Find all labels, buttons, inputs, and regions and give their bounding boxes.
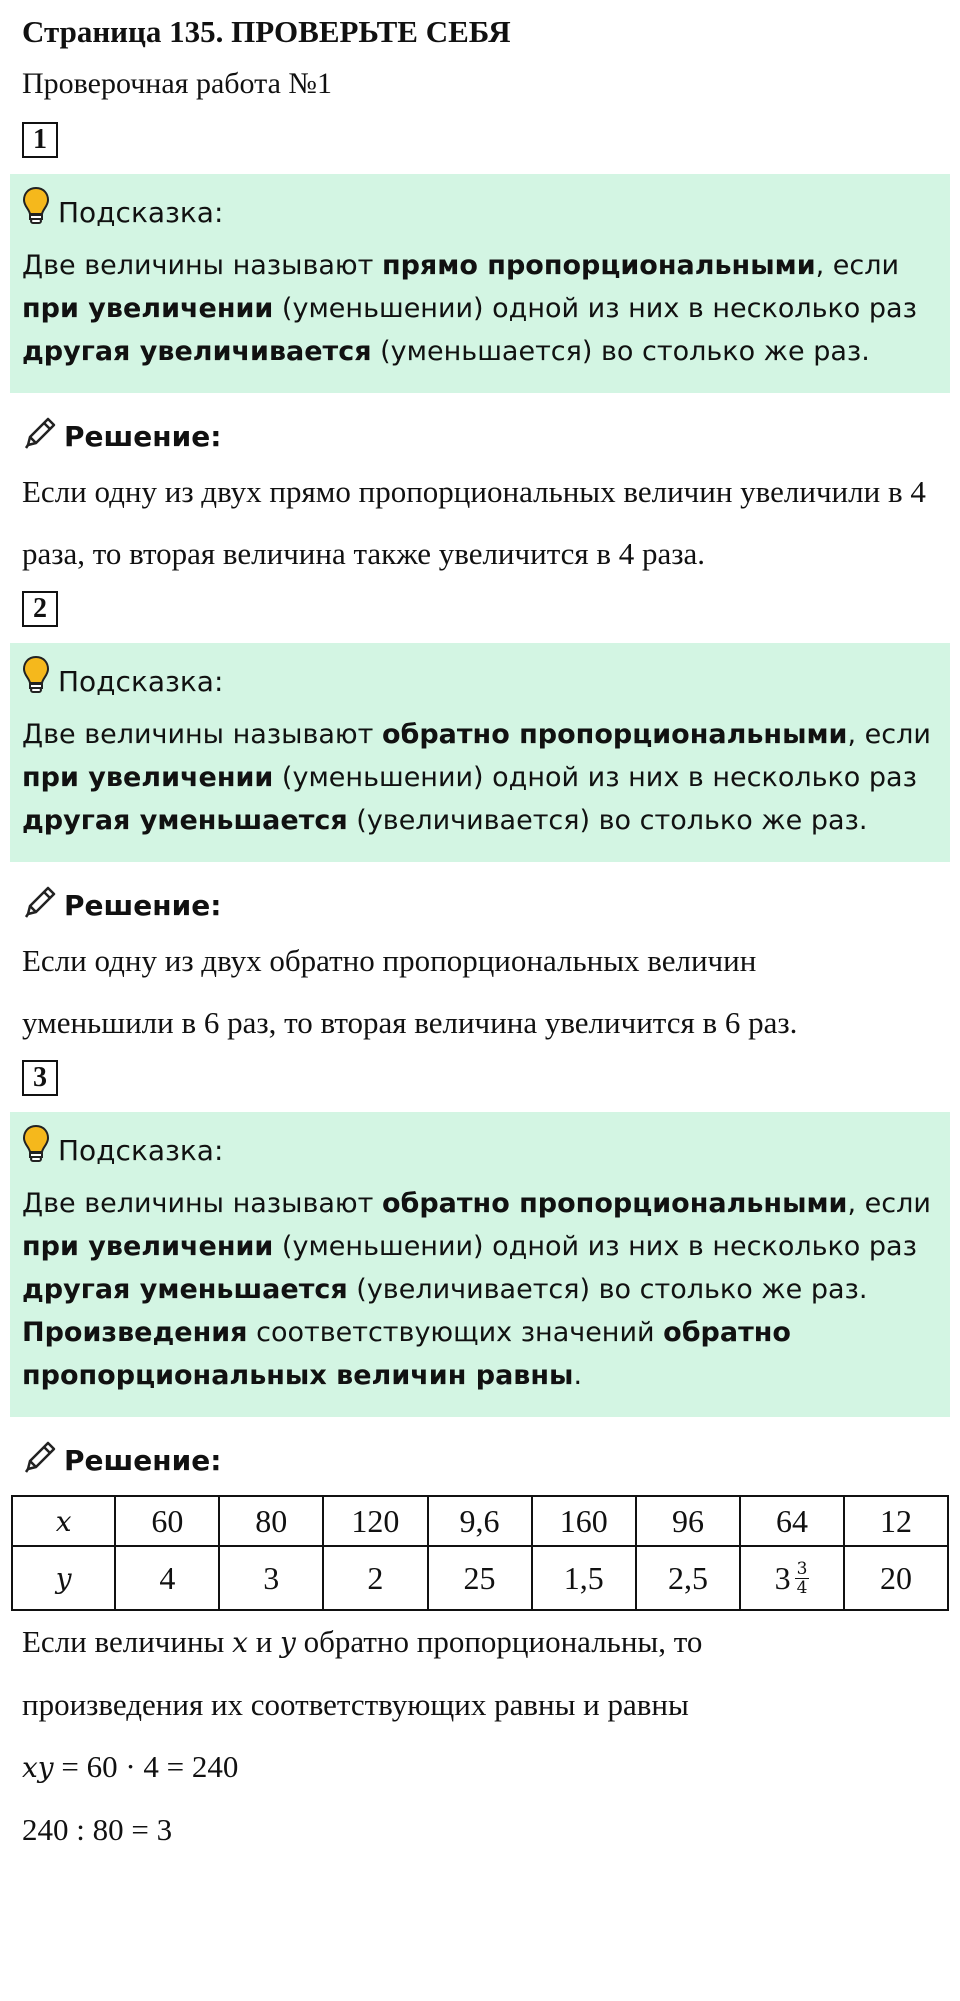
solution-label: Решение:	[64, 419, 222, 453]
solution-line: Если одну из двух обратно пропорциональных величин	[22, 943, 757, 978]
solution-line-part: Если величины	[22, 1624, 233, 1659]
solution-header-3	[22, 1435, 938, 1485]
hint-text-part: (уменьшении) одной из них в несколько раз	[273, 762, 917, 793]
table-cell: 3	[219, 1546, 323, 1610]
table-cell: 4	[115, 1546, 219, 1610]
solution-line-part: обратно пропорциональны, то	[295, 1624, 703, 1659]
solution-equation: 240 : 80 = 3	[22, 1812, 173, 1847]
table-cell: 64	[740, 1496, 844, 1546]
table-cell: 96	[636, 1496, 740, 1546]
hint-text-part: (уменьшении) одной из них в несколько раз	[273, 293, 917, 324]
hint-bold-part: другая уменьшается	[22, 1274, 348, 1305]
hint-text-3	[22, 1182, 938, 1397]
question-number-3: 3	[22, 1060, 58, 1096]
fraction	[795, 1560, 810, 1597]
hint-text-1	[22, 244, 938, 373]
solution-line-part: и	[247, 1624, 281, 1659]
table-header-cell-y: y	[12, 1546, 115, 1610]
pencil-icon	[22, 884, 58, 927]
table-cell: 20	[844, 1546, 948, 1610]
table-cell-mixed-fraction	[740, 1546, 844, 1610]
table-row-x	[12, 1496, 948, 1546]
table-cell: 1,5	[532, 1546, 636, 1610]
pencil-icon	[22, 415, 58, 458]
question-number-1: 1	[22, 122, 58, 158]
hint-bold-part: обратно пропорциональными	[381, 1188, 848, 1219]
page-title: Страница 135. ПРОВЕРЬТЕ СЕБЯ	[22, 14, 511, 49]
solution-line: произведения их соответствующих равны и равны	[22, 1687, 689, 1722]
hint-label: Подсказка:	[58, 1133, 224, 1167]
hint-bold-part: прямо пропорциональными	[381, 250, 816, 281]
mixed-number-whole: 3	[774, 1559, 791, 1596]
solution-text-2	[22, 930, 938, 1054]
question-3-header	[22, 1054, 938, 1112]
hint-bold-part: Произведения	[22, 1317, 248, 1348]
hint-label: Подсказка:	[58, 195, 224, 229]
hint-text-part: , если	[847, 1188, 931, 1219]
hint-bold-part: при увеличении	[22, 1231, 274, 1262]
hint-text-part: (уменьшении) одной из них в несколько раз	[273, 1231, 917, 1262]
table-cell: 12	[844, 1496, 948, 1546]
solution-header-2	[22, 880, 938, 930]
hint-bold-part: обратно пропорциональных величин равны	[22, 1317, 791, 1391]
hint-header-3	[22, 1128, 938, 1172]
hint-text-part: (увеличивается) во столько же раз.	[347, 1274, 868, 1305]
hint-bold-part: обратно пропорциональными	[381, 719, 848, 750]
hint-box-2	[10, 643, 950, 862]
hint-header-1	[22, 190, 938, 234]
question-number-2: 2	[22, 591, 58, 627]
table-cell: 160	[532, 1496, 636, 1546]
hint-text-part: , если	[847, 719, 931, 750]
hint-text-2	[22, 713, 938, 842]
solution-label: Решение:	[64, 888, 222, 922]
fraction-denominator: 4	[796, 1577, 808, 1598]
hint-header-2	[22, 659, 938, 703]
math-variable-y: y	[280, 1626, 296, 1659]
solution-text-3	[22, 1611, 938, 1861]
hint-text-part: (уменьшается) во столько же раз.	[371, 336, 870, 367]
fraction-numerator: 3	[796, 1558, 808, 1579]
hint-box-1	[10, 174, 950, 393]
solution-equation: = 60 · 4 = 240	[53, 1749, 239, 1784]
lightbulb-icon	[22, 655, 50, 708]
solution-header-1	[22, 411, 938, 461]
hint-bold-part: другая уменьшается	[22, 805, 348, 836]
hint-bold-part: при увеличении	[22, 762, 274, 793]
table-cell: 2	[323, 1546, 427, 1610]
page-subtitle: Проверочная работа №1	[22, 67, 333, 100]
mixed-number	[775, 1560, 810, 1597]
question-1-header	[22, 116, 938, 174]
solution-label: Решение:	[64, 1443, 222, 1477]
table-cell: 60	[115, 1496, 219, 1546]
math-variable-xy: xy	[22, 1751, 54, 1784]
hint-text-part: Две величины называют	[22, 250, 382, 281]
pencil-icon	[22, 1439, 58, 1482]
hint-text-part: .	[573, 1360, 583, 1391]
hint-bold-part: при увеличении	[22, 293, 274, 324]
table-cell: 120	[323, 1496, 427, 1546]
lightbulb-icon	[22, 186, 50, 239]
table-header-cell-x: x	[12, 1496, 115, 1546]
hint-text-part: соответствующих значений	[247, 1317, 664, 1348]
table-row-y	[12, 1546, 948, 1610]
solution-text-1: Если одну из двух прямо пропорциональных величин увеличили в 4 раза, то вторая величина также увеличится в 4 раза.	[22, 474, 926, 571]
table-cell: 9,6	[428, 1496, 532, 1546]
math-variable-x: x	[232, 1626, 248, 1659]
hint-box-3	[10, 1112, 950, 1417]
values-table	[11, 1495, 949, 1611]
hint-text-part: (увеличивается) во столько же раз.	[347, 805, 868, 836]
hint-text-part: , если	[815, 250, 900, 281]
lightbulb-icon	[22, 1124, 50, 1177]
hint-label: Подсказка:	[58, 664, 224, 698]
hint-text-part: Две величины называют	[22, 719, 382, 750]
table-cell: 25	[428, 1546, 532, 1610]
table-cell: 2,5	[636, 1546, 740, 1610]
solution-line: уменьшили в 6 раз, то вторая величина увеличится в 6 раз.	[22, 1005, 798, 1040]
question-2-header	[22, 585, 938, 643]
hint-bold-part: другая увеличивается	[22, 336, 372, 367]
table-cell: 80	[219, 1496, 323, 1546]
hint-text-part: Две величины называют	[22, 1188, 382, 1219]
